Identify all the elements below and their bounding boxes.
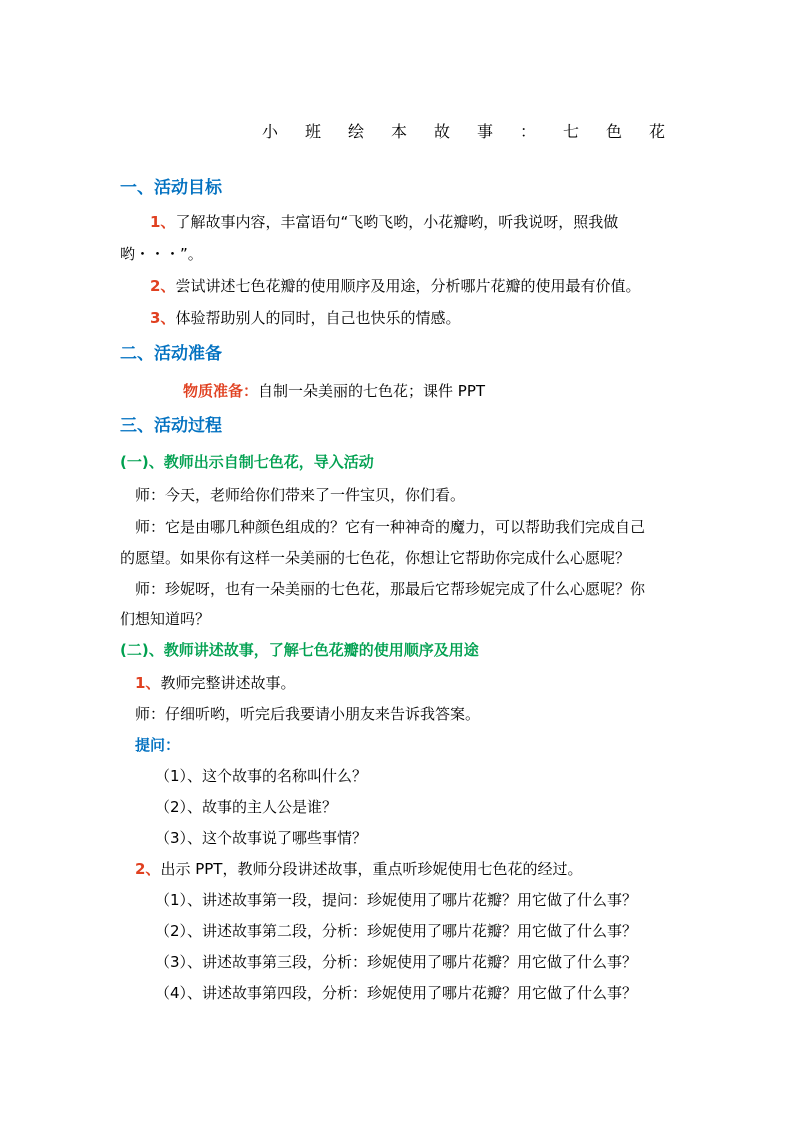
process-subheading-1: (一)、教师出示自制七色花，导入活动 [120,453,374,471]
title-char: 事 [477,122,494,141]
title-char: 小 [262,122,279,141]
paragraph-line: 们想知道吗？ [120,610,211,628]
title-char: 故 [434,122,451,141]
paragraph-line: 师：仔细听哟，听完后我要请小朋友来告诉我答案。 [135,705,481,723]
preparation-text: 自制一朵美丽的七色花；课件 PPT [258,382,486,400]
goal-text: 尝试讲述七色花瓣的使用顺序及用途，分析哪片花瓣的使用最有价值。 [175,277,641,295]
paragraph-line: 师：它是由哪几种颜色组成的？它有一种神奇的魔力，可以帮助我们完成自己 [135,518,646,536]
question-label: 提问： [135,736,181,754]
goal-number: 3、 [150,309,176,327]
section-heading-process: 三、活动过程 [120,416,222,436]
title-char: 七 [563,122,580,141]
question-item: （2）、故事的主人公是谁？ [155,798,338,816]
goal-item-1-continued: 哟・・・”。 [120,245,203,263]
story-segment-item: （3）、讲述故事第三段，分析：珍妮使用了哪片花瓣？用它做了什么事？ [155,953,638,971]
title-char: 班 [305,122,322,141]
step-text: 教师完整讲述故事。 [160,674,296,692]
story-segment-item: （2）、讲述故事第二段，分析：珍妮使用了哪片花瓣？用它做了什么事？ [155,922,638,940]
section-heading-preparation: 二、活动准备 [120,344,222,364]
document-title [262,122,665,142]
goal-number: 2、 [150,277,176,295]
step-item-2 [135,859,582,879]
title-char: 绘 [348,122,365,141]
goal-text: 了解故事内容，丰富语句“飞哟飞哟，小花瓣哟，听我说呀，照我做 [175,213,619,231]
story-segment-item: （4）、讲述故事第四段，分析：珍妮使用了哪片花瓣？用它做了什么事？ [155,984,638,1002]
step-text: 出示 PPT，教师分段讲述故事，重点听珍妮使用七色花的经过。 [160,860,583,878]
paragraph-line: 师：今天，老师给你们带来了一件宝贝，你们看。 [135,486,466,504]
story-segment-item: （1）、讲述故事第一段，提问：珍妮使用了哪片花瓣？用它做了什么事？ [155,891,638,909]
goal-text: 体验帮助别人的同时，自己也快乐的情感。 [175,309,461,327]
title-char: 花 [649,122,666,141]
title-char: 色 [606,122,623,141]
preparation-label: 物质准备： [183,382,259,400]
goal-item-1 [150,212,618,232]
goal-item-2 [150,276,640,296]
goal-item-3 [150,308,460,328]
step-item-1 [135,673,295,693]
question-item: （3）、这个故事说了哪些事情？ [155,829,368,847]
title-char: ： [520,122,537,141]
question-item: （1）、这个故事的名称叫什么？ [155,767,368,785]
paragraph-line: 的愿望。如果你有这样一朵美丽的七色花，你想让它帮助你完成什么心愿呢？ [120,549,631,567]
step-number: 2、 [135,860,161,878]
section-heading-goals: 一、活动目标 [120,178,222,198]
step-number: 1、 [135,674,161,692]
goal-number: 1、 [150,213,176,231]
process-subheading-2: (二)、教师讲述故事，了解七色花瓣的使用顺序及用途 [120,641,479,659]
preparation-line [183,381,485,401]
paragraph-line: 师：珍妮呀，也有一朵美丽的七色花，那最后它帮珍妮完成了什么心愿呢？你 [135,580,646,598]
title-char: 本 [391,122,408,141]
